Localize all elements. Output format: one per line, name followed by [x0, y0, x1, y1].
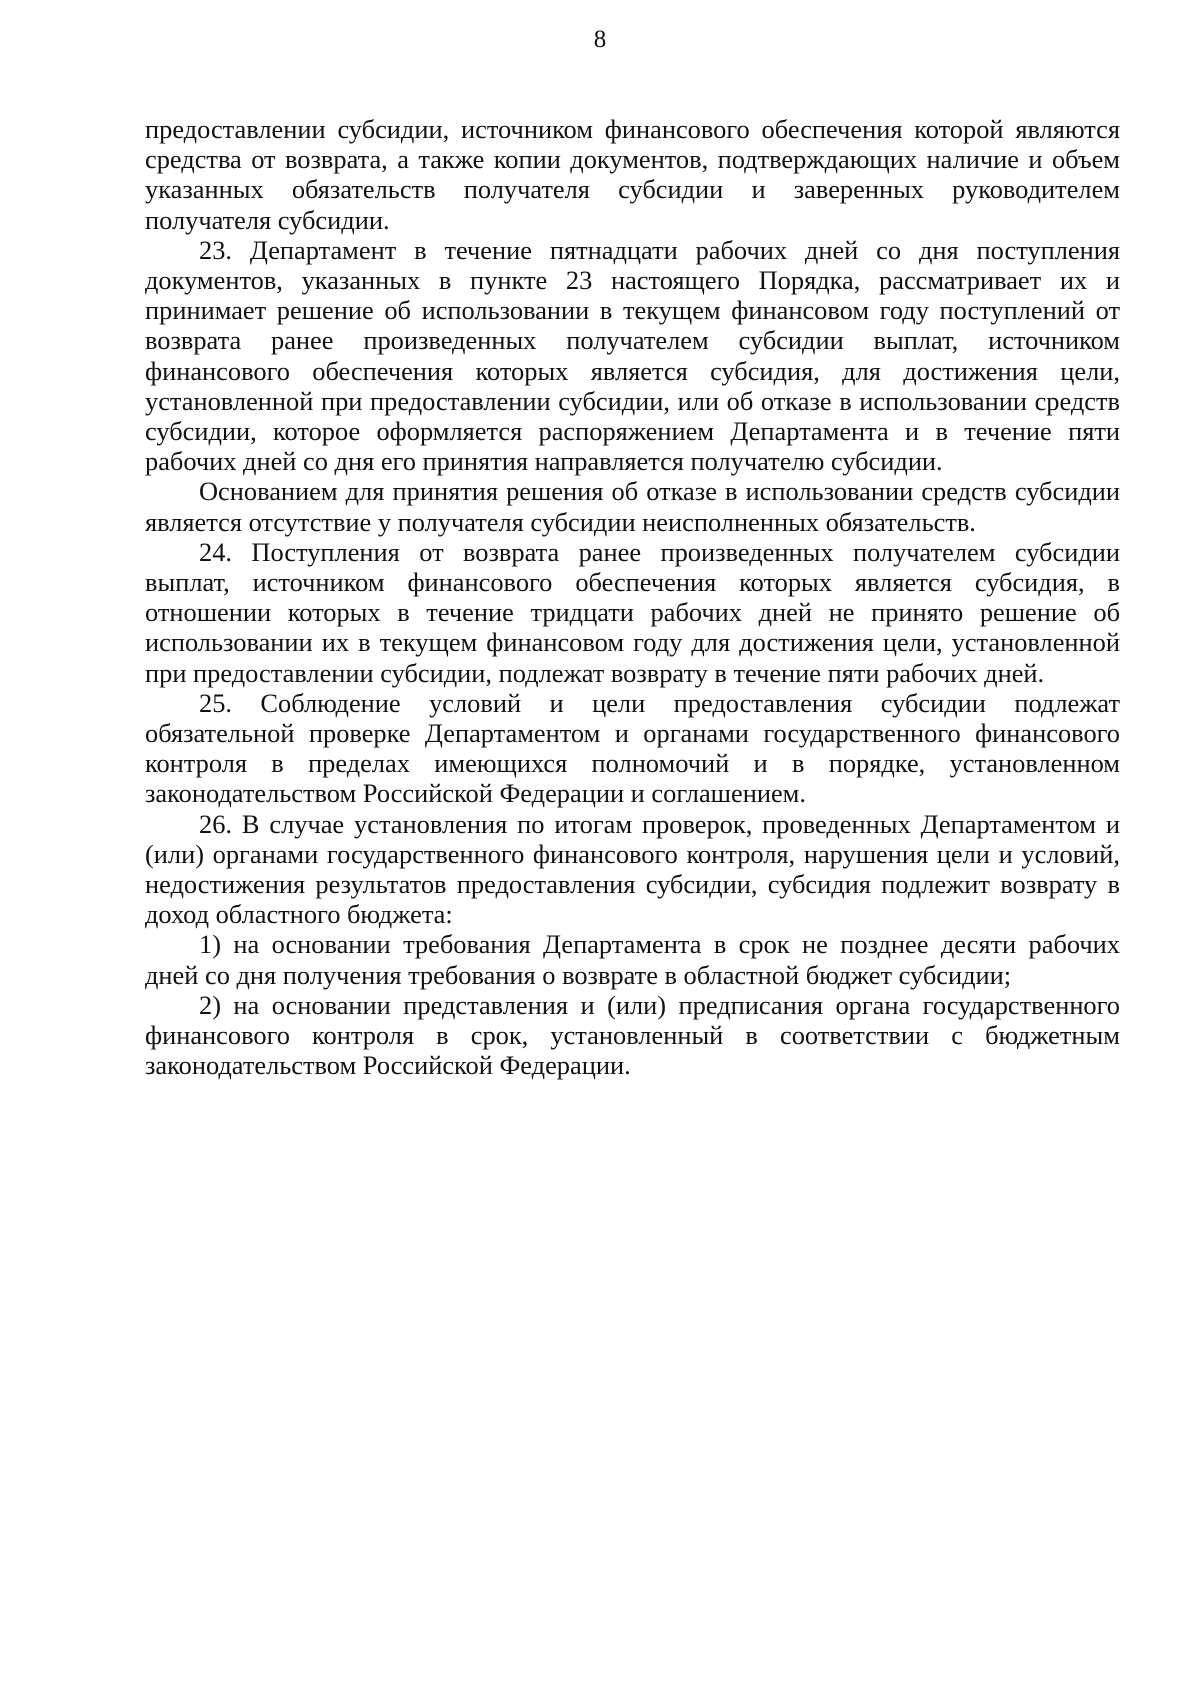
paragraph-item-25: 25. Соблюдение условий и цели предоставления субсидии подлежат обязательной проверке Департаментом и органами государственного финансового контроля в пределах имеющихся полномочий и в порядке, установленном законодательством Российской Федерации и соглашением. [145, 687, 1120, 809]
paragraph-refusal-grounds: Основанием для принятия решения об отказе в использовании средств субсидии является отсутствие у получателя субсидии неисполненных обязательств. [145, 476, 1120, 537]
document-body [145, 114, 1120, 1081]
paragraph-item-26: 26. В случае установления по итогам проверок, проведенных Департаментом и (или) органами государственного финансового контроля, нарушения цели и условий, недостижения результатов предоставления субсидии, субсидия подлежит возврату в доход областного бюджета: [145, 808, 1120, 930]
paragraph-subitem-1: 1) на основании требования Департамента в срок не позднее десяти рабочих дней со дня получения требования о возврате в областной бюджет субсидии; [145, 929, 1120, 990]
paragraph-item-24: 24. Поступления от возврата ранее произведенных получателем субсидии выплат, источником финансового обеспечения которых является субсидия, в отношении которых в течение тридцати рабочих дней не принято решение об использовании их в текущем финансовом году для достижения цели, установленной при предоставлении субсидии, подлежат возврату в течение пяти рабочих дней. [145, 536, 1120, 688]
page-number: 8 [593, 26, 607, 53]
paragraph-item-23: 23. Департамент в течение пятнадцати рабочих дней со дня поступления документов, указанных в пункте 23 настоящего Порядка, рассматривает их и принимает решение об использовании в текущем финансовом году поступлений от возврата ранее произведенных получателем субсидии выплат, источником финансового обеспечения которых является субсидия, для достижения цели, установленной при предоставлении субсидии, или об отказе в использовании средств субсидии, которое оформляется распоряжением Департамента и в течение пяти рабочих дней со дня его принятия направляется получателю субсидии. [145, 234, 1120, 477]
paragraph-continuation: предоставлении субсидии, источником финансового обеспечения которой являются средства от возврата, а также копии документов, подтверждающих наличие и объем указанных обязательств получателя субсидии и заверенных руководителем получателя субсидии. [145, 114, 1120, 235]
paragraph-subitem-2: 2) на основании представления и (или) предписания органа государственного финансового контроля в срок, установленный в соответствии с бюджетным законодательством Российской Федерации. [145, 989, 1120, 1081]
